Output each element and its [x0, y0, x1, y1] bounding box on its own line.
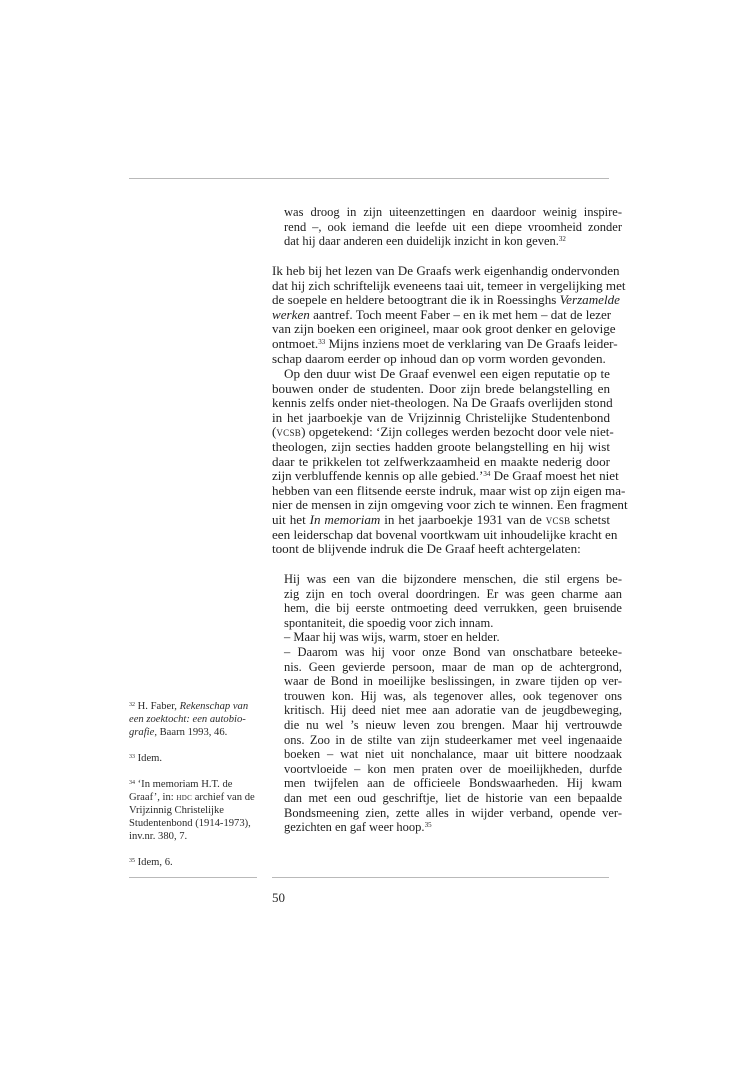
- year: 1993: [187, 727, 209, 738]
- text-run: , Baarn: [154, 727, 188, 738]
- quote-line: [284, 234, 622, 249]
- footnote-35: [129, 856, 257, 869]
- top-rule: [129, 178, 609, 179]
- text-run: ,: [173, 831, 180, 842]
- text-run: ,: [208, 727, 215, 738]
- title-italic: In memoriam: [309, 511, 381, 527]
- quote-line: boeken – wat niet uit nonchalance, maar uit bittere noodzaak: [284, 747, 622, 762]
- quote-line: nis. Geen gevierde persoon, maar de man op de achtergrond,: [284, 659, 622, 674]
- quote-line: voortvloeide – kon men praten over de moeilijkheden, durfde: [284, 761, 622, 776]
- quote-line: ons. Zoo in de stilte van zijn studeerkamer met veel ingenaaide: [284, 732, 622, 747]
- text-run: schetst: [570, 511, 610, 527]
- footnote-number: 35: [129, 858, 135, 864]
- quote-line: die nu wel ’s nieuw leven zou brengen. Maar hij vertrouwde: [284, 717, 622, 732]
- body-line: nier de mensen in zijn omgeving voor zich te winnen. Een fragment: [272, 497, 628, 513]
- footnote-32: [129, 700, 257, 739]
- text-run: .: [184, 831, 188, 842]
- page-ref: 6: [164, 857, 171, 868]
- body-line: een leiderschap dat bovenal voortkwam uit inhoudelijke kracht en: [272, 526, 618, 542]
- footnote-34: [129, 778, 257, 843]
- year: 1931: [476, 511, 503, 527]
- page-ref: 7: [179, 831, 185, 842]
- quote-in-memoriam: [272, 572, 622, 835]
- text-run: .: [170, 857, 173, 868]
- book-title: werken: [272, 306, 310, 322]
- quote-line: trouwen kon. Hij was, als tegenover alles, ook tegenover ons: [284, 688, 622, 703]
- note-ref-34: 34: [483, 470, 491, 479]
- body-line: [272, 424, 614, 440]
- quote-text: gezichten en gaf weer hoop.: [284, 820, 425, 835]
- footnote-number: 33: [129, 754, 135, 760]
- body-line: toont de blijvende indruk die De Graaf heeft achtergelaten:: [272, 541, 581, 557]
- text-run: ‘In memoriam H.T. de Graaf’, in:: [129, 779, 233, 803]
- page-ref: 46: [214, 727, 225, 738]
- footnotes: [129, 700, 257, 882]
- quote-line: hem, die bij eerste ontmoeting deed verrukken, geen bruisende: [284, 601, 622, 616]
- text-run: De Graaf moest het niet: [490, 468, 619, 484]
- text-run: aantref. Toch meent Faber – en ik met hem – dat de lezer: [309, 306, 612, 322]
- footnote-rule: [129, 877, 257, 878]
- book-title: Rekenschap van een zoektocht: een autobio-grafie: [129, 701, 249, 738]
- quote-line: Bondsmeening zien, zette alles in wijder verband, opende ver-: [284, 805, 622, 820]
- quote-line: dan met een oud geschriftje, liet de historie van een bepaalde: [284, 790, 622, 805]
- text-run: zijn verbluffende kennis op alle gebied.’: [272, 468, 484, 484]
- body-line: bouwen onder de studenten. Door zijn brede belangstelling en: [272, 380, 610, 396]
- body-line: [272, 513, 610, 528]
- note-ref-33: 33: [318, 337, 326, 346]
- quote-line: was droog in zijn uiteenzettingen en daardoor weinig inspire-: [284, 205, 622, 219]
- body-line: hebben van een flitsende eerste indruk, maar wist op zijn eigen ma-: [272, 482, 626, 498]
- body-line: schap daarom eerder op inhoud dan op vorm worden gevonden.: [272, 350, 606, 366]
- body-line: dat hij zich schriftelijk eveneens taai uit, temeer in vergelijking met: [272, 277, 626, 293]
- text-run: van de: [502, 511, 546, 527]
- page-number: 50: [272, 890, 285, 905]
- body-line: [272, 468, 619, 484]
- quote-line: – Maar hij was wijs, warm, stoer en helder.: [284, 630, 500, 645]
- note-ref-35: 35: [424, 821, 432, 830]
- text-run: Idem,: [135, 857, 165, 868]
- text-run: in het jaarboekje: [380, 511, 477, 527]
- note-ref-32: 32: [558, 235, 566, 244]
- text-run: Idem.: [135, 753, 163, 764]
- abbreviation: vcsb: [545, 511, 571, 527]
- text-run: (: [272, 424, 277, 440]
- quote-line: men twijfelen aan de officieele Bondswaarheden. Hij kwam: [284, 776, 622, 791]
- text-run: archief van de Vrijzinnig Christelijke Studentenbond (: [129, 792, 255, 829]
- inventory-number: 380: [158, 831, 174, 842]
- text-run: ) opgetekend: ‘Zijn colleges werden bezocht door vele niet-: [301, 424, 614, 440]
- quote-line: kritisch. Hij deed niet mee aan adoratie van de jeugdbeweging,: [284, 703, 622, 718]
- years: 1914-1973: [198, 818, 245, 829]
- body-line: daar te prikkelen tot zelfwerkzaamheid en maakte nederig door: [272, 453, 610, 469]
- book-title: Verzamelde: [559, 292, 620, 308]
- paragraph-2: [272, 366, 628, 557]
- quote-text: dat hij daar anderen een duidelijk inzicht in kon geven.: [284, 234, 559, 249]
- quote-line: [284, 820, 622, 835]
- footnote-number: 32: [129, 702, 135, 708]
- quote-line: Hij was een van die bijzondere menschen, die stil ergens be-: [284, 572, 622, 586]
- bottom-rule: [272, 877, 609, 878]
- text-run: de soepele en heldere betoogtrant die ik in Roessinghs: [272, 292, 560, 308]
- footnote-33: [129, 752, 257, 765]
- footnote-number: 34: [129, 780, 135, 786]
- body-line: in het jaarboekje van de Vrijzinnig Christelijke Studentenbond: [272, 409, 610, 425]
- quote-line: – Daarom was hij voor onze Bond van onschatbare beteeke-: [284, 644, 622, 659]
- text-run: uit het: [272, 511, 310, 527]
- paragraph-1: [272, 263, 626, 366]
- body-line: Op den duur wist De Graaf evenwel een eigen reputatie op te: [284, 366, 610, 381]
- body-line: [272, 292, 620, 308]
- abbreviation: vcsb: [276, 424, 302, 440]
- text-run: .: [224, 727, 228, 738]
- text-run: H. Faber,: [135, 701, 180, 712]
- body-line: van zijn boeken een origineel, maar ook groot denker en gelovige: [272, 321, 616, 337]
- body-line: [272, 308, 610, 323]
- text-run: ), inv.nr.: [129, 818, 251, 842]
- quote-line: spontaniteit, die spoedig voor zich innam.: [284, 615, 494, 630]
- body-line: theologen, zijn secties hadden groote belangstelling en hij wist: [272, 438, 610, 454]
- body-line: [272, 335, 618, 352]
- body-line: Ik heb bij het lezen van De Graafs werk eigenhandig ondervonden: [272, 263, 620, 278]
- text-run: ontmoet.: [272, 335, 319, 351]
- body-line: kennis zelfs onder niet-theologen. Na De Graafs overlijden stond: [272, 395, 613, 411]
- quote-continued: [272, 205, 622, 249]
- text-run: Mijns inziens moet de verklaring van De Graafs leider-: [325, 335, 618, 351]
- quote-line: waar de Bond in moeilijke beslissingen, in zware tijden op ver-: [284, 674, 622, 689]
- abbreviation: hdc: [176, 792, 193, 803]
- quote-line: rend –, ook iemand die leefde uit een diepe vroomheid zonder: [284, 219, 622, 234]
- quote-line: zig zijn en toch overal doordringen. Er was geen charme aan: [284, 586, 622, 601]
